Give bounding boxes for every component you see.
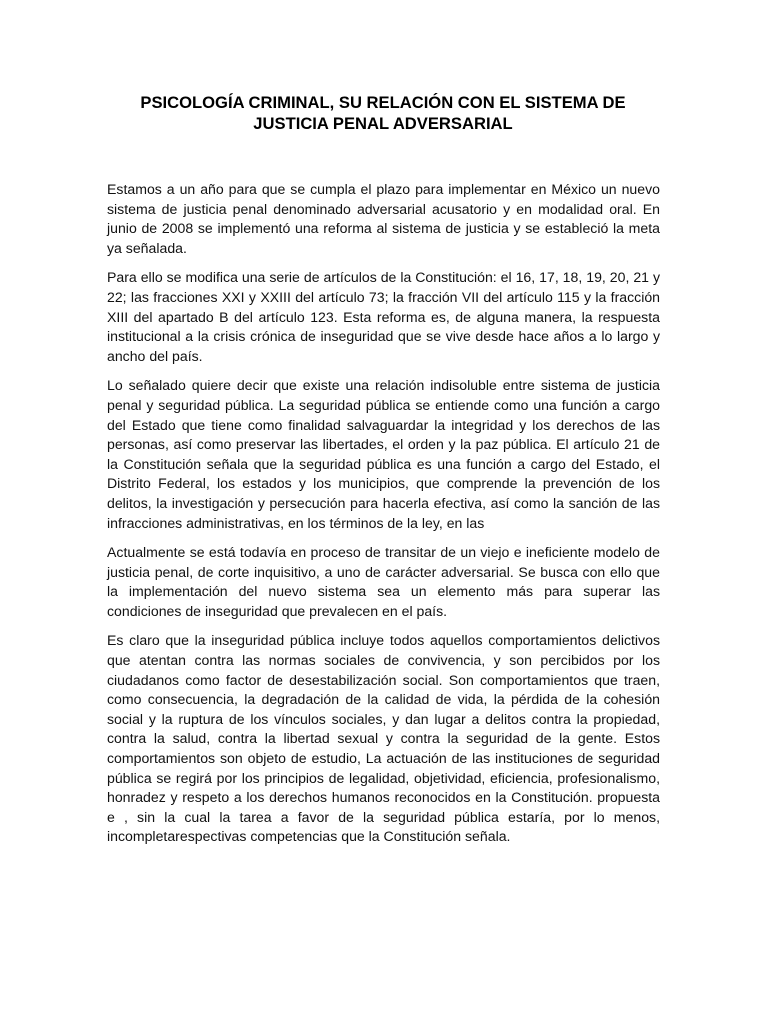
paragraph-3: Lo señalado quiere decir que existe una relación indisoluble entre sistema de justicia penal y seguridad pública. La seguridad pública se entiende como una función a cargo del Estado que tiene como finalidad salvaguardar la integridad y los derechos de las personas, así como preservar las libertades, el orden y la paz pública. El artículo 21 de la Constitución señala que la seguridad pública es una función a cargo del Estado, el Distrito Federal, los estados y los municipios, que comprende la prevención de los delitos, la investigación y persecución para hacerla efectiva, así como la sanción de las infracciones administrativas, en los términos de la ley, en las bbox=[107, 377, 660, 531]
document-title bbox=[100, 92, 666, 134]
paragraph-4: Actualmente se está todavía en proceso de transitar de un viejo e ineficiente modelo de justicia penal, de corte inquisitivo, a uno de carácter adversarial. Se busca con ello que la implementación del nuevo sistema sea un elemento más para superar las condiciones de inseguridad que prevalecen en el país. bbox=[107, 544, 660, 619]
document-title-line-2: JUSTICIA PENAL ADVERSARIAL bbox=[253, 114, 513, 133]
paragraph-2: Para ello se modifica una serie de artículos de la Constitución: el 16, 17, 18, 19, 20, 21 y 22; las fracciones XXI y XXIII del artículo 73; la fracción VII del artículo 115 y la fracción XIII del apartado B del artículo 123. Esta reforma es, de alguna manera, la respuesta institucional a la crisis crónica de inseguridad que se vive desde hace años a lo largo y ancho del país. bbox=[107, 269, 660, 364]
document-body bbox=[107, 180, 660, 857]
document-title-line-1: PSICOLOGÍA CRIMINAL, SU RELACIÓN CON EL SISTEMA DE bbox=[140, 93, 626, 112]
paragraph-1: Estamos a un año para que se cumpla el plazo para implementar en México un nuevo sistema de justicia penal denominado adversarial acusatorio y en modalidad oral. En junio de 2008 se implementó una reforma al sistema de justicia y se estableció la meta ya señalada. bbox=[107, 181, 660, 256]
paragraph-5: Es claro que la inseguridad pública incluye todos aquellos comportamientos delictivos que atentan contra las normas sociales de convivencia, y son percibidos por los ciudadanos como factor de desestabilización social. Son comportamientos que traen, como consecuencia, la degradación de la calidad de vida, la pérdida de la cohesión social y la ruptura de los vínculos sociales, y dan lugar a delitos contra la propiedad, contra la salud, contra la libertad sexual y contra la seguridad de la gente. Estos comportamientos son objeto de estudio, La actuación de las instituciones de seguridad pública se regirá por los principios de legalidad, objetividad, eficiencia, profesionalismo, honradez y respeto a los derechos humanos reconocidos en la Constitución. propuesta e , sin la cual la tarea a favor de la seguridad pública estaría, por lo menos, incompletarespectivas competencias que la Constitución señala. bbox=[107, 632, 660, 845]
